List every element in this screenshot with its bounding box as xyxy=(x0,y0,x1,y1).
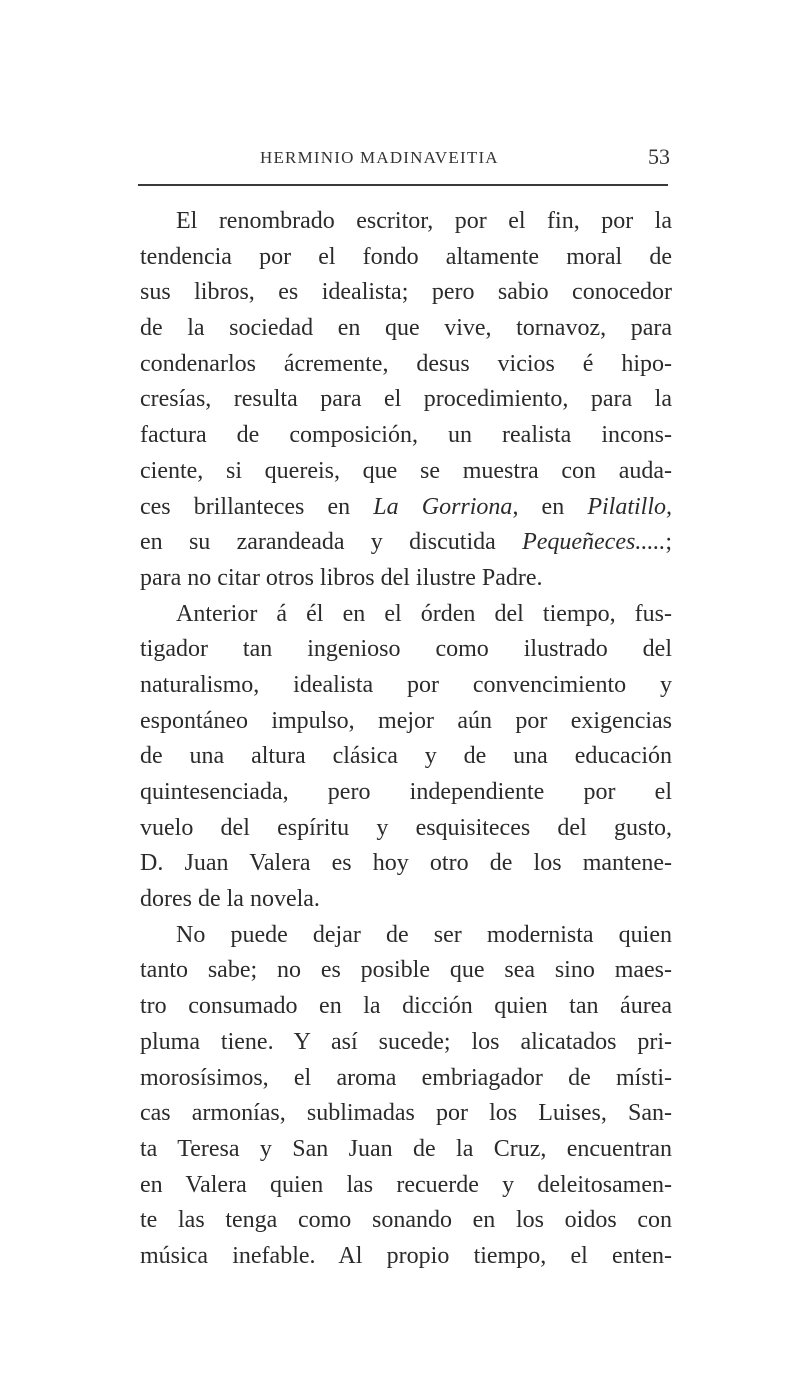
text-line xyxy=(140,704,672,740)
text-segment: en su zarandeada y discutida xyxy=(140,529,523,556)
text-line xyxy=(140,953,672,989)
text-segment: música inefable. Al propio tiempo, el enten- xyxy=(140,1242,672,1269)
text-line xyxy=(140,918,672,954)
text-line xyxy=(140,1061,672,1097)
text-segment: en Valera quien las recuerde y deleitosamen- xyxy=(140,1171,672,1198)
text-line xyxy=(140,668,672,704)
text-segment: espontáneo impulso, mejor aún por exigencias xyxy=(140,707,672,734)
text-line xyxy=(140,561,672,597)
text-segment: , en xyxy=(512,493,588,520)
text-segment: para no citar otros libros del ilustre Padre. xyxy=(140,564,543,591)
text-segment: tendencia por el fondo altamente moral de xyxy=(140,243,672,270)
running-head xyxy=(118,142,670,176)
text-segment: D. Juan Valera es hoy otro de los mantene- xyxy=(140,850,672,877)
text-segment: dores de la novela. xyxy=(140,886,320,913)
text-line xyxy=(140,882,672,918)
text-line xyxy=(140,1203,672,1239)
text-segment: te las tenga como sonando en los oidos con xyxy=(140,1207,672,1234)
text-line xyxy=(140,275,672,311)
text-line xyxy=(140,632,672,668)
text-line xyxy=(140,811,672,847)
text-line xyxy=(140,382,672,418)
body-text xyxy=(140,204,672,1275)
text-segment: quintesenciada, pero independiente por el xyxy=(140,779,672,805)
text-segment: ta Teresa y San Juan de la Cruz, encuentran xyxy=(140,1135,672,1162)
text-segment: No puede dejar de ser modernista quien xyxy=(176,921,672,948)
text-segment: naturalismo, idealista por convencimiento y xyxy=(140,671,672,698)
text-line xyxy=(140,597,672,633)
text-segment: condenarlos ácremente, desus vicios é hipo- xyxy=(140,350,672,377)
text-segment: de una altura clásica y de una educación xyxy=(140,743,672,770)
italic-title: La Gorriona xyxy=(373,493,513,520)
header-rule xyxy=(138,184,668,186)
text-line xyxy=(140,1096,672,1132)
text-segment: ciente, si quereis, que se muestra con auda- xyxy=(140,457,672,484)
text-segment: factura de composición, un realista incons- xyxy=(140,422,672,449)
running-title: HERMINIO MADINAVEITIA xyxy=(260,148,499,167)
text-segment: tigador tan ingenioso como ilustrado del xyxy=(140,636,672,663)
text-line xyxy=(140,1132,672,1168)
text-segment: de la sociedad en que vive, tornavoz, para xyxy=(140,315,672,342)
text-segment: tro consumado en la dicción quien tan áurea xyxy=(140,993,672,1020)
text-line xyxy=(140,454,672,490)
text-line xyxy=(140,418,672,454)
text-line xyxy=(140,846,672,882)
italic-title: Pequeñeces..... xyxy=(522,529,666,556)
text-line xyxy=(140,1239,672,1275)
text-line xyxy=(140,204,672,240)
text-segment: Anterior á él en el órden del tiempo, fus- xyxy=(176,600,672,627)
text-segment: pluma tiene. Y así sucede; los alicatados pri- xyxy=(140,1028,672,1055)
text-line xyxy=(140,490,672,526)
text-segment: El renombrado escritor, por el fin, por la xyxy=(176,208,672,234)
text-segment: tanto sabe; no es posible que sea sino maes- xyxy=(140,957,672,984)
text-segment: sus libros, es idealista; pero sabio conocedor xyxy=(140,279,672,306)
text-segment: morosísimos, el aroma embriagador de místi- xyxy=(140,1064,672,1091)
text-segment: vuelo del espíritu y esquisiteces del gusto, xyxy=(140,814,672,841)
text-line xyxy=(140,347,672,383)
text-segment: ; xyxy=(665,529,672,556)
text-line xyxy=(140,525,672,561)
text-line xyxy=(140,240,672,276)
text-line xyxy=(140,311,672,347)
text-line xyxy=(140,1168,672,1204)
text-line xyxy=(140,775,672,811)
italic-title: Pilatillo, xyxy=(587,493,673,520)
text-segment: cresías, resulta para el procedimiento, para la xyxy=(140,386,672,413)
page-number: 53 xyxy=(648,144,670,169)
text-line xyxy=(140,989,672,1025)
text-line xyxy=(140,1025,672,1061)
text-segment: cas armonías, sublimadas por los Luises, San- xyxy=(140,1100,672,1127)
text-line xyxy=(140,739,672,775)
text-segment: ces brillanteces en xyxy=(140,493,374,520)
